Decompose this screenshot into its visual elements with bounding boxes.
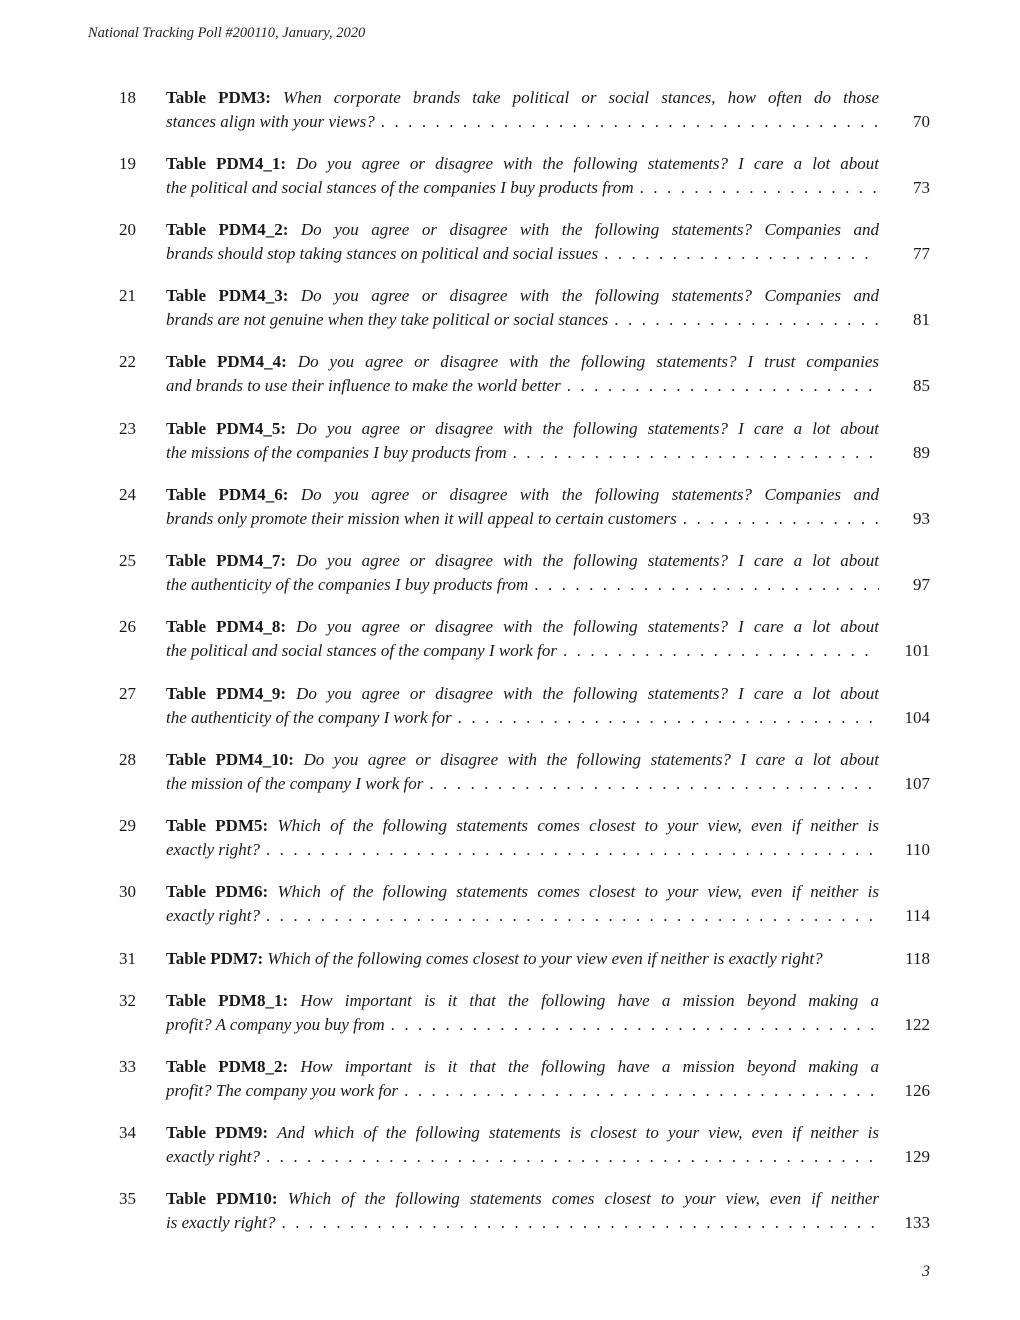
entry-number: 26 bbox=[119, 617, 136, 636]
entry-body bbox=[166, 417, 879, 465]
question-text-cont: profit? A company you buy from bbox=[166, 1015, 385, 1034]
table-label: Table PDM7: bbox=[166, 949, 264, 968]
entry-body bbox=[166, 1121, 879, 1169]
table-label: Table PDM5: bbox=[166, 816, 269, 835]
page-ref: 70 bbox=[913, 112, 930, 131]
table-label: Table PDM4_3: bbox=[166, 286, 289, 305]
entry-body bbox=[166, 549, 879, 597]
entry-number: 30 bbox=[119, 882, 136, 901]
question-text: Do you agree or disagree with the following statements? I care a lot about bbox=[296, 419, 879, 438]
dot-leader bbox=[534, 573, 879, 597]
question-text-cont: brands should stop taking stances on political and social issues bbox=[166, 244, 599, 263]
question-text: Do you agree or disagree with the following statements? I care a lot about bbox=[296, 154, 879, 173]
entry-body bbox=[166, 748, 879, 796]
page-ref: 97 bbox=[913, 575, 930, 594]
entry-body bbox=[166, 86, 879, 134]
question-text-cont: profit? The company you work for bbox=[166, 1081, 399, 1100]
table-label: Table PDM6: bbox=[166, 882, 269, 901]
table-label: Table PDM4_4: bbox=[166, 352, 287, 371]
question-text-cont: is exactly right? bbox=[166, 1213, 276, 1232]
question-text: How important is it that the following have a mission beyond making a bbox=[300, 991, 879, 1010]
dot-leader bbox=[381, 110, 879, 134]
page-ref: 126 bbox=[904, 1081, 930, 1100]
running-header: National Tracking Poll #200110, January, 2020 bbox=[88, 25, 366, 41]
page-ref: 122 bbox=[904, 1015, 930, 1034]
question-text: Do you agree or disagree with the following statements? I care a lot about bbox=[296, 684, 879, 703]
entry-number: 28 bbox=[119, 750, 136, 769]
table-label: Table PDM4_7: bbox=[166, 551, 286, 570]
question-text-cont: the political and social stances of the companies I buy products from bbox=[166, 178, 634, 197]
entry-number: 35 bbox=[119, 1189, 136, 1208]
entry-body bbox=[166, 1055, 879, 1103]
table-label: Table PDM3: bbox=[166, 88, 271, 107]
entry-body bbox=[166, 682, 879, 730]
page-ref: 85 bbox=[913, 376, 930, 395]
page-ref: 77 bbox=[913, 244, 930, 263]
entry-body bbox=[166, 350, 879, 398]
question-text-cont: the missions of the companies I buy products from bbox=[166, 443, 507, 462]
dot-leader bbox=[282, 1211, 879, 1235]
entry-number: 29 bbox=[119, 816, 136, 835]
page-ref: 107 bbox=[904, 774, 930, 793]
entry-body bbox=[166, 880, 879, 928]
question-text: Do you agree or disagree with the following statements? I care a lot about bbox=[303, 750, 879, 769]
question-text: Do you agree or disagree with the following statements? Companies and bbox=[300, 286, 879, 305]
question-text-cont: exactly right? bbox=[166, 840, 260, 859]
question-text: Do you agree or disagree with the following statements? I trust companies bbox=[297, 352, 879, 371]
entry-number: 23 bbox=[119, 419, 136, 438]
entry-body bbox=[166, 947, 906, 971]
entry-number: 19 bbox=[119, 154, 136, 173]
table-label: Table PDM4_9: bbox=[166, 684, 286, 703]
dot-leader bbox=[458, 706, 879, 730]
page-ref: 89 bbox=[913, 443, 930, 462]
entry-number: 18 bbox=[119, 88, 136, 107]
page-ref: 118 bbox=[905, 949, 930, 968]
question-text: How important is it that the following have a mission beyond making a bbox=[300, 1057, 879, 1076]
entry-body bbox=[166, 152, 879, 200]
table-label: Table PDM9: bbox=[166, 1123, 268, 1142]
entry-body bbox=[166, 615, 879, 663]
dot-leader bbox=[429, 772, 879, 796]
entry-number: 27 bbox=[119, 684, 136, 703]
question-text: Do you agree or disagree with the following statements? I care a lot about bbox=[296, 617, 879, 636]
dot-leader bbox=[640, 176, 879, 200]
entry-body bbox=[166, 483, 879, 531]
page-ref: 129 bbox=[904, 1147, 930, 1166]
dot-leader bbox=[604, 242, 879, 266]
question-text-cont: the political and social stances of the company I work for bbox=[166, 641, 557, 660]
entry-number: 32 bbox=[119, 991, 136, 1010]
entry-number: 33 bbox=[119, 1057, 136, 1076]
page-ref: 81 bbox=[913, 310, 930, 329]
page-ref: 133 bbox=[904, 1213, 930, 1232]
table-label: Table PDM10: bbox=[166, 1189, 278, 1208]
question-text: When corporate brands take political or social stances, how often do those bbox=[283, 88, 879, 107]
question-text: Do you agree or disagree with the following statements? Companies and bbox=[300, 485, 879, 504]
table-label: Table PDM4_1: bbox=[166, 154, 286, 173]
question-text-cont: stances align with your views? bbox=[166, 112, 375, 131]
dot-leader bbox=[563, 639, 879, 663]
table-label: Table PDM8_2: bbox=[166, 1057, 289, 1076]
entry-number: 34 bbox=[119, 1123, 136, 1142]
question-text: Which of the following statements comes closest to your view, even if neither bbox=[287, 1189, 879, 1208]
entry-body bbox=[166, 814, 879, 862]
question-text-cont: exactly right? bbox=[166, 1147, 260, 1166]
dot-leader bbox=[266, 1145, 879, 1169]
page-ref: 101 bbox=[904, 641, 930, 660]
entry-number: 31 bbox=[119, 949, 136, 968]
page-ref: 93 bbox=[913, 509, 930, 528]
dot-leader bbox=[614, 308, 879, 332]
question-text: Do you agree or disagree with the following statements? Companies and bbox=[300, 220, 879, 239]
question-text: And which of the following statements is closest to your view, even if neither is bbox=[277, 1123, 879, 1142]
question-text-cont: the mission of the company I work for bbox=[166, 774, 424, 793]
question-text-cont: brands only promote their mission when it will appeal to certain customers bbox=[166, 509, 677, 528]
entry-body bbox=[166, 218, 879, 266]
table-label: Table PDM8_1: bbox=[166, 991, 289, 1010]
question-text-cont: the authenticity of the companies I buy products from bbox=[166, 575, 529, 594]
dot-leader bbox=[513, 441, 879, 465]
entry-number: 25 bbox=[119, 551, 136, 570]
page-number: 3 bbox=[922, 1263, 930, 1280]
entry-number: 20 bbox=[119, 220, 136, 239]
entry-body bbox=[166, 284, 879, 332]
table-label: Table PDM4_10: bbox=[166, 750, 294, 769]
dot-leader bbox=[266, 838, 879, 862]
table-label: Table PDM4_5: bbox=[166, 419, 286, 438]
dot-leader bbox=[404, 1079, 879, 1103]
question-text: Which of the following comes closest to your view even if neither is exactly right? bbox=[267, 949, 823, 968]
question-text-cont: brands are not genuine when they take political or social stances bbox=[166, 310, 609, 329]
dot-leader bbox=[266, 904, 879, 928]
question-text-cont: and brands to use their influence to make the world better bbox=[166, 376, 561, 395]
question-text-cont: exactly right? bbox=[166, 906, 260, 925]
dot-leader bbox=[391, 1013, 879, 1037]
table-label: Table PDM4_8: bbox=[166, 617, 286, 636]
page-ref: 114 bbox=[905, 906, 930, 925]
entry-number: 24 bbox=[119, 485, 136, 504]
entry-body bbox=[166, 989, 879, 1037]
entry-body bbox=[166, 1187, 879, 1235]
table-label: Table PDM4_6: bbox=[166, 485, 289, 504]
table-label: Table PDM4_2: bbox=[166, 220, 289, 239]
page-ref: 73 bbox=[913, 178, 930, 197]
entry-number: 22 bbox=[119, 352, 136, 371]
dot-leader bbox=[567, 374, 879, 398]
question-text-cont: the authenticity of the company I work for bbox=[166, 708, 452, 727]
entry-number: 21 bbox=[119, 286, 136, 305]
dot-leader bbox=[683, 507, 879, 531]
question-text: Do you agree or disagree with the following statements? I care a lot about bbox=[296, 551, 879, 570]
question-text: Which of the following statements comes closest to your view, even if neither is bbox=[277, 882, 879, 901]
page-ref: 104 bbox=[904, 708, 930, 727]
question-text: Which of the following statements comes closest to your view, even if neither is bbox=[277, 816, 879, 835]
page-ref: 110 bbox=[905, 840, 930, 859]
